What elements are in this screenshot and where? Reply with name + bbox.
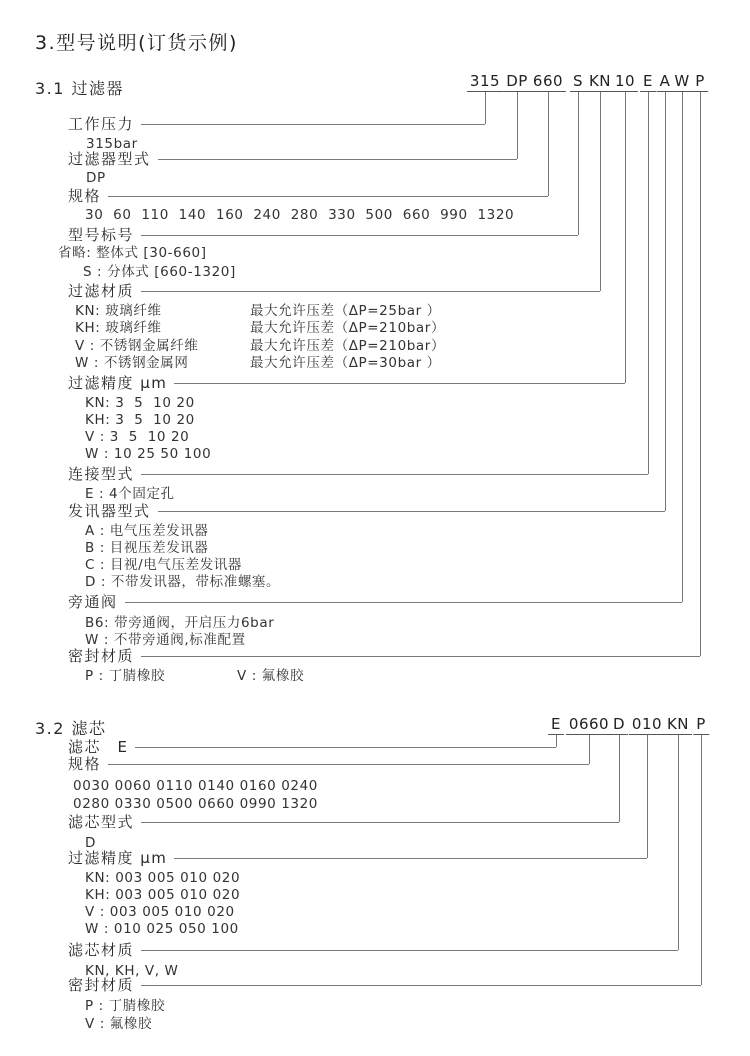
- connector-vline: [556, 735, 557, 747]
- field-item: KN: 玻璃纤维: [75, 303, 162, 319]
- field-item-note: 最大允许压差（ΔP=25bar ）: [250, 303, 441, 319]
- field-row: [68, 115, 485, 133]
- field-label: 工作压力: [68, 115, 135, 133]
- connector-vline: [485, 92, 486, 124]
- model-code-segment: KN: [586, 73, 614, 92]
- field-item: W : 不带旁通阀,标准配置: [85, 632, 246, 648]
- connector-hline: [135, 747, 556, 748]
- model-code-segment: 660: [530, 73, 566, 92]
- connector-hline: [108, 764, 589, 765]
- field-item: KN: 3 5 10 20: [85, 395, 195, 411]
- connector-vline: [589, 735, 590, 764]
- field-label: 过滤精度 μm: [68, 849, 168, 867]
- connector-hline: [174, 858, 647, 859]
- field-item: 30 60 110 140 160 240 280 330 500 660 990 1320: [85, 207, 515, 223]
- field-row: [68, 502, 665, 520]
- field-item: KH: 玻璃纤维: [75, 320, 162, 336]
- connector-vline: [678, 735, 679, 950]
- field-row: [68, 374, 625, 392]
- model-code-segment: 0660: [566, 716, 612, 735]
- connector-vline: [648, 92, 649, 474]
- field-row: [68, 849, 647, 867]
- field-item: V : 003 005 010 020: [85, 904, 235, 920]
- field-item: 0030 0060 0110 0140 0160 0240: [73, 778, 318, 794]
- field-label: 密封材质: [68, 976, 135, 994]
- connector-hline: [174, 383, 625, 384]
- field-label: 型号标号: [68, 226, 135, 244]
- field-label: 过滤器型式: [68, 150, 151, 168]
- field-item: D : 不带发讯器，带标准螺塞。: [85, 574, 281, 590]
- field-row: [68, 465, 648, 483]
- model-code-segment: E: [640, 73, 656, 92]
- model-code-segment: D: [610, 716, 628, 735]
- field-item: KN: 003 005 010 020: [85, 870, 241, 886]
- connector-hline: [125, 602, 682, 603]
- section-heading: 3.2 滤芯: [35, 719, 107, 738]
- model-code-segment: P: [692, 73, 708, 92]
- field-row: [68, 813, 619, 831]
- field-item: V : 不锈钢金属纤维: [75, 338, 199, 354]
- field-item: KH: 3 5 10 20: [85, 412, 195, 428]
- field-row: [68, 755, 589, 773]
- field-row: [68, 941, 678, 959]
- field-label: 发讯器型式: [68, 502, 151, 520]
- field-item-note: V : 氟橡胶: [237, 668, 305, 684]
- field-item: D: [85, 835, 96, 851]
- connector-vline: [517, 92, 518, 159]
- connector-hline: [108, 196, 548, 197]
- connector-vline: [700, 92, 701, 656]
- field-row: [68, 593, 682, 611]
- model-code-segment: A: [657, 73, 674, 92]
- connector-hline: [141, 950, 678, 951]
- connector-vline: [625, 92, 626, 383]
- field-item: P : 丁腈橡胶: [85, 998, 166, 1014]
- field-label: 滤芯型式: [68, 813, 135, 831]
- document-title: 3.型号说明(订货示例): [35, 32, 238, 54]
- field-label: 连接型式: [68, 465, 135, 483]
- field-item: DP: [86, 170, 106, 186]
- field-label: 过滤材质: [68, 282, 135, 300]
- model-code-segment: P: [693, 716, 709, 735]
- field-item: B6: 带旁通阀，开启压力6bar: [85, 615, 275, 631]
- field-item: C : 目视/电气压差发讯器: [85, 557, 243, 573]
- model-code-segment: DP: [503, 73, 531, 92]
- connector-vline: [665, 92, 666, 511]
- field-label: 规格: [68, 187, 102, 205]
- connector-hline: [141, 985, 701, 986]
- model-code-segment: KN: [664, 716, 692, 735]
- connector-hline: [141, 822, 619, 823]
- field-row: [68, 976, 701, 994]
- connector-hline: [141, 474, 648, 475]
- field-label: 滤芯材质: [68, 941, 135, 959]
- connector-hline: [158, 511, 665, 512]
- field-item: W : 10 25 50 100: [85, 446, 212, 462]
- field-item: KH: 003 005 010 020: [85, 887, 241, 903]
- field-label: 密封材质: [68, 647, 135, 665]
- field-item: B : 目视压差发讯器: [85, 540, 209, 556]
- connector-vline: [548, 92, 549, 196]
- field-item-note: 最大允许压差（ΔP=210bar）: [250, 338, 446, 354]
- connector-hline: [141, 291, 600, 292]
- connector-vline: [619, 735, 620, 822]
- model-code-segment: 315: [467, 73, 503, 92]
- field-row: [68, 647, 700, 665]
- connector-vline: [682, 92, 683, 602]
- field-item: A : 电气压差发讯器: [85, 523, 209, 539]
- field-label: 过滤精度 μm: [68, 374, 168, 392]
- connector-vline: [600, 92, 601, 291]
- connector-hline: [158, 159, 517, 160]
- field-row: [68, 150, 517, 168]
- field-item: S : 分体式 [660-1320]: [83, 264, 236, 280]
- model-code-segment: 10: [612, 73, 638, 92]
- field-row: [68, 282, 600, 300]
- model-code-segment: S: [570, 73, 586, 92]
- field-item: 0280 0330 0500 0660 0990 1320: [73, 796, 318, 812]
- connector-hline: [141, 656, 700, 657]
- field-label: 旁通阀: [68, 593, 118, 611]
- field-item-note: 最大允许压差（ΔP=30bar ）: [250, 355, 441, 371]
- field-label: 规格: [68, 755, 102, 773]
- connector-vline: [701, 735, 702, 985]
- field-item: P : 丁腈橡胶: [85, 668, 166, 684]
- connector-vline: [578, 92, 579, 235]
- model-code-segment: E: [548, 716, 564, 735]
- field-item: 省略: 整体式 [30-660]: [58, 245, 207, 261]
- section-heading: 3.1 过滤器: [35, 79, 125, 98]
- connector-hline: [141, 124, 485, 125]
- field-row: [68, 226, 578, 244]
- field-item: V : 氟橡胶: [85, 1016, 153, 1032]
- field-item: W : 不锈钢金属网: [75, 355, 189, 371]
- connector-hline: [141, 235, 578, 236]
- model-code-segment: 010: [629, 716, 665, 735]
- field-item: E : 4个固定孔: [85, 486, 175, 502]
- field-row: [68, 187, 548, 205]
- field-label: 滤芯 E: [68, 738, 129, 756]
- connector-vline: [647, 735, 648, 858]
- field-item: W : 010 025 050 100: [85, 921, 239, 937]
- field-item: 315bar: [86, 136, 138, 152]
- field-row: [68, 738, 556, 756]
- model-code-segment: W: [671, 73, 692, 92]
- field-item: V : 3 5 10 20: [85, 429, 190, 445]
- field-item: KN, KH, V, W: [85, 963, 179, 979]
- field-item-note: 最大允许压差（ΔP=210bar）: [250, 320, 446, 336]
